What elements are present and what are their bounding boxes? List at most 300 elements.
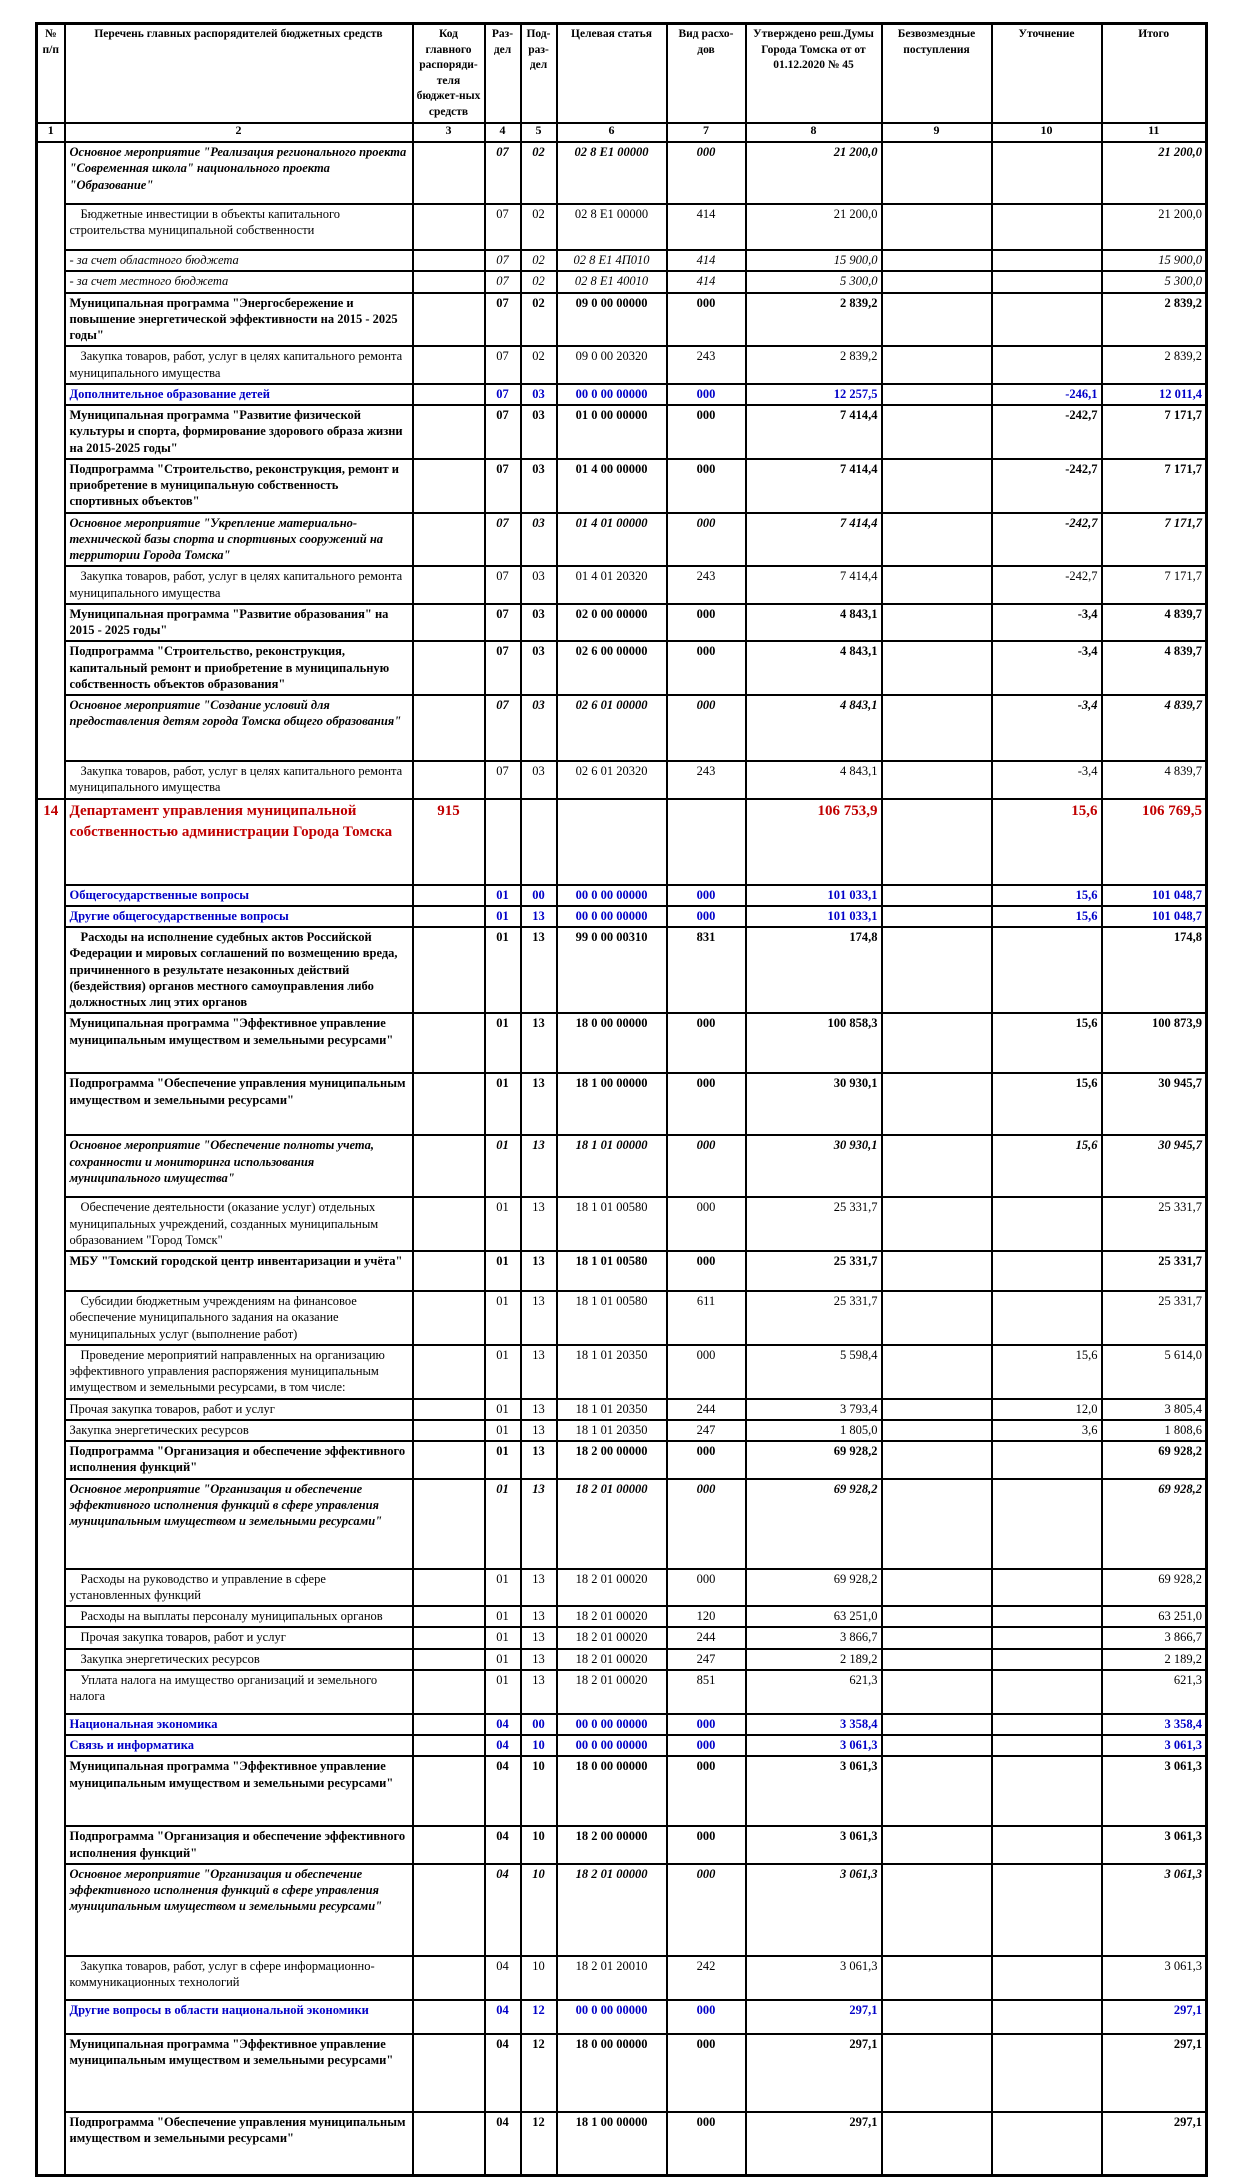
table-row [37,384,1207,405]
cell-approved-amount: 3 793,4 [746,1399,882,1420]
column-number-7: 7 [667,123,746,142]
cell-razdel: 04 [485,1735,521,1756]
cell-gratuitous-receipts [882,1714,992,1735]
cell-item-name: Муниципальная программа "Эффективное управление муниципальным имуществом и земельными ресурсами" [65,1756,413,1826]
cell-grbs-code [413,1826,485,1864]
cell-total-amount: 7 171,7 [1102,566,1207,604]
cell-podrazdel: 02 [521,346,557,384]
table-row [37,2000,1207,2034]
cell-approved-amount: 63 251,0 [746,1606,882,1627]
cell-target-article: 02 8 Е1 00000 [557,204,667,250]
cell-item-name: Бюджетные инвестиции в объекты капитального строительства муниципальной собственности [65,204,413,250]
cell-total-amount: 21 200,0 [1102,204,1207,250]
cell-gratuitous-receipts [882,1606,992,1627]
cell-expense-type: 000 [667,1756,746,1826]
cell-expense-type: 000 [667,1864,746,1956]
cell-razdel: 01 [485,1569,521,1607]
cell-total-amount: 7 171,7 [1102,405,1207,459]
header-row-labels [37,24,1207,124]
table-row [37,604,1207,642]
cell-item-name: Связь и информатика [65,1735,413,1756]
cell-approved-amount: 4 843,1 [746,641,882,695]
cell-clarification-amount: 15,6 [992,906,1102,927]
cell-total-amount: 69 928,2 [1102,1479,1207,1569]
cell-total-amount: 69 928,2 [1102,1569,1207,1607]
cell-approved-amount: 21 200,0 [746,142,882,204]
cell-gratuitous-receipts [882,2000,992,2034]
cell-podrazdel: 03 [521,641,557,695]
table-row [37,799,1207,885]
cell-gratuitous-receipts [882,1735,992,1756]
cell-razdel: 01 [485,1135,521,1197]
table-row [37,1569,1207,1607]
cell-total-amount: 25 331,7 [1102,1291,1207,1345]
column-header-6: Целевая статья [557,24,667,124]
cell-target-article: 18 2 01 00000 [557,1479,667,1569]
cell-expense-type: 000 [667,1826,746,1864]
cell-item-name: Подпрограмма "Организация и обеспечение эффективного исполнения функций" [65,1441,413,1479]
cell-expense-type: 247 [667,1420,746,1441]
cell-podrazdel [521,799,557,885]
cell-razdel: 01 [485,1479,521,1569]
cell-grbs-code [413,1197,485,1251]
cell-podrazdel: 03 [521,695,557,761]
table-row [37,2112,1207,2176]
cell-approved-amount: 25 331,7 [746,1291,882,1345]
table-row [37,513,1207,567]
cell-approved-amount: 30 930,1 [746,1073,882,1135]
table-row [37,927,1207,1013]
cell-clarification-amount [992,2000,1102,2034]
column-header-10: Уточнение [992,24,1102,124]
cell-item-name: Обеспечение деятельности (оказание услуг) отдельных муниципальных учреждений, созданных муниципальным образованием "Город Томск" [65,1197,413,1251]
cell-target-article [557,799,667,885]
cell-expense-type: 243 [667,346,746,384]
cell-podrazdel: 13 [521,1197,557,1251]
cell-grbs-code [413,2112,485,2176]
cell-approved-amount: 12 257,5 [746,384,882,405]
cell-item-name: Закупка товаров, работ, услуг в сфере информационно-коммуникационных технологий [65,1956,413,2000]
cell-target-article: 18 1 00 00000 [557,1073,667,1135]
cell-razdel: 01 [485,1420,521,1441]
table-row [37,1956,1207,2000]
cell-gratuitous-receipts [882,459,992,513]
cell-podrazdel: 02 [521,142,557,204]
cell-clarification-amount [992,1756,1102,1826]
cell-target-article: 00 0 00 00000 [557,384,667,405]
cell-total-amount: 5 614,0 [1102,1345,1207,1399]
cell-podrazdel: 03 [521,384,557,405]
cell-razdel: 01 [485,885,521,906]
cell-total-amount: 3 866,7 [1102,1627,1207,1648]
column-number-1: 1 [37,123,65,142]
cell-gratuitous-receipts [882,695,992,761]
cell-approved-amount: 101 033,1 [746,885,882,906]
cell-approved-amount: 297,1 [746,2112,882,2176]
cell-clarification-amount: -242,7 [992,513,1102,567]
cell-expense-type: 242 [667,1956,746,2000]
cell-clarification-amount: -3,4 [992,761,1102,799]
cell-razdel: 04 [485,2000,521,2034]
cell-podrazdel: 02 [521,204,557,250]
cell-gratuitous-receipts [882,384,992,405]
cell-item-name: МБУ "Томский городской центр инвентаризации и учёта" [65,1251,413,1291]
column-header-4: Раз-дел [485,24,521,124]
cell-grbs-code [413,204,485,250]
cell-razdel: 07 [485,204,521,250]
cell-gratuitous-receipts [882,927,992,1013]
cell-total-amount: 7 171,7 [1102,459,1207,513]
cell-approved-amount: 7 414,4 [746,459,882,513]
cell-expense-type: 000 [667,1135,746,1197]
cell-approved-amount: 3 061,3 [746,1864,882,1956]
cell-approved-amount: 3 358,4 [746,1714,882,1735]
cell-clarification-amount [992,2112,1102,2176]
cell-total-amount: 7 171,7 [1102,513,1207,567]
cell-grbs-code [413,1649,485,1670]
cell-podrazdel: 10 [521,1864,557,1956]
cell-expense-type: 120 [667,1606,746,1627]
cell-target-article: 02 6 01 20320 [557,761,667,799]
cell-expense-type: 000 [667,1441,746,1479]
cell-item-name: Подпрограмма "Строительство, реконструкция, ремонт и приобретение в муниципальную собственность спортивных объектов" [65,459,413,513]
cell-target-article: 02 8 Е1 40010 [557,271,667,292]
cell-grbs-code [413,906,485,927]
cell-clarification-amount [992,927,1102,1013]
cell-podrazdel: 13 [521,1569,557,1607]
cell-podrazdel: 02 [521,293,557,347]
cell-item-name: Проведение мероприятий направленных на организацию эффективного управления распоряжения муниципальным имуществом и земельными ресурсами, в том числе: [65,1345,413,1399]
column-number-10: 10 [992,123,1102,142]
table-row [37,566,1207,604]
cell-podrazdel: 13 [521,1649,557,1670]
cell-gratuitous-receipts [882,513,992,567]
cell-approved-amount: 4 843,1 [746,761,882,799]
cell-approved-amount: 15 900,0 [746,250,882,271]
cell-total-amount: 2 189,2 [1102,1649,1207,1670]
cell-expense-type: 851 [667,1670,746,1714]
cell-item-name: Расходы на выплаты персоналу муниципальных органов [65,1606,413,1627]
column-number-5: 5 [521,123,557,142]
cell-item-name: Закупка энергетических ресурсов [65,1420,413,1441]
table-row [37,641,1207,695]
cell-clarification-amount [992,2034,1102,2112]
cell-gratuitous-receipts [882,1569,992,1607]
cell-gratuitous-receipts [882,1420,992,1441]
cell-clarification-amount [992,1291,1102,1345]
table-row [37,1291,1207,1345]
cell-razdel: 01 [485,1251,521,1291]
cell-target-article: 18 2 01 00020 [557,1627,667,1648]
cell-podrazdel: 13 [521,1345,557,1399]
cell-total-amount: 4 839,7 [1102,641,1207,695]
cell-expense-type: 000 [667,293,746,347]
column-header-8: Утверждено реш.Думы Города Томска от от 01.12.2020 № 45 [746,24,882,124]
cell-expense-type: 000 [667,885,746,906]
cell-podrazdel: 03 [521,604,557,642]
cell-podrazdel: 13 [521,1073,557,1135]
cell-expense-type: 000 [667,405,746,459]
table-row [37,1606,1207,1627]
column-number-6: 6 [557,123,667,142]
cell-gratuitous-receipts [882,204,992,250]
cell-target-article: 01 4 00 00000 [557,459,667,513]
cell-grbs-code [413,1073,485,1135]
cell-approved-amount: 106 753,9 [746,799,882,885]
cell-clarification-amount: -242,7 [992,405,1102,459]
cell-razdel: 01 [485,1291,521,1345]
table-row [37,1670,1207,1714]
cell-grbs-code [413,1864,485,1956]
cell-grbs-code [413,346,485,384]
cell-clarification-amount [992,1197,1102,1251]
table-row [37,1735,1207,1756]
cell-approved-amount: 297,1 [746,2000,882,2034]
cell-podrazdel: 13 [521,1441,557,1479]
cell-item-name: Закупка товаров, работ, услуг в целях капитального ремонта муниципального имущества [65,346,413,384]
cell-podrazdel: 03 [521,566,557,604]
cell-clarification-amount [992,1670,1102,1714]
cell-gratuitous-receipts [882,604,992,642]
cell-grbs-code [413,2000,485,2034]
cell-gratuitous-receipts [882,1864,992,1956]
cell-total-amount: 297,1 [1102,2000,1207,2034]
table-row [37,346,1207,384]
cell-razdel: 07 [485,604,521,642]
cell-razdel: 01 [485,906,521,927]
column-header-2: Перечень главных распорядителей бюджетных средств [65,24,413,124]
cell-grbs-code [413,293,485,347]
cell-target-article: 18 0 00 00000 [557,2034,667,2112]
cell-razdel: 07 [485,641,521,695]
cell-target-article: 18 2 01 20010 [557,1956,667,2000]
cell-expense-type: 000 [667,1714,746,1735]
cell-approved-amount: 30 930,1 [746,1135,882,1197]
cell-clarification-amount: 15,6 [992,799,1102,885]
cell-podrazdel: 02 [521,271,557,292]
cell-gratuitous-receipts [882,346,992,384]
table-row [37,293,1207,347]
cell-item-name: Расходы на исполнение судебных актов Российской Федерации и мировых соглашений по возмещению вреда, причиненного в результате незаконных действий (бездействия) органов местного самоуправления либо должностных лиц этих органов [65,927,413,1013]
cell-razdel: 01 [485,1197,521,1251]
cell-item-name: Прочая закупка товаров, работ и услуг [65,1399,413,1420]
cell-target-article: 02 8 Е1 00000 [557,142,667,204]
cell-clarification-amount: 12,0 [992,1399,1102,1420]
cell-grbs-code [413,1291,485,1345]
cell-total-amount: 297,1 [1102,2034,1207,2112]
cell-razdel: 04 [485,1826,521,1864]
cell-clarification-amount [992,1649,1102,1670]
cell-target-article: 00 0 00 00000 [557,1735,667,1756]
cell-grbs-code [413,1420,485,1441]
cell-approved-amount: 2 839,2 [746,346,882,384]
cell-razdel [485,799,521,885]
cell-expense-type: 000 [667,384,746,405]
column-number-11: 11 [1102,123,1207,142]
cell-gratuitous-receipts [882,1251,992,1291]
cell-clarification-amount [992,1479,1102,1569]
cell-target-article: 18 1 01 20350 [557,1345,667,1399]
cell-podrazdel: 13 [521,906,557,927]
cell-target-article: 00 0 00 00000 [557,885,667,906]
cell-gratuitous-receipts [882,1826,992,1864]
column-header-11: Итого [1102,24,1207,124]
cell-target-article: 18 2 00 00000 [557,1441,667,1479]
cell-razdel: 04 [485,1714,521,1735]
cell-item-name: Подпрограмма "Обеспечение управления муниципальным имуществом и земельными ресурсами" [65,2112,413,2176]
row-number-cell: 14 [37,799,65,2176]
cell-total-amount: 100 873,9 [1102,1013,1207,1073]
cell-grbs-code [413,1735,485,1756]
cell-razdel: 01 [485,1606,521,1627]
cell-clarification-amount [992,204,1102,250]
cell-razdel: 01 [485,1627,521,1648]
cell-clarification-amount: -3,4 [992,695,1102,761]
cell-item-name: Департамент управления муниципальной собственностью администрации Города Томска [65,799,413,885]
cell-expense-type: 244 [667,1627,746,1648]
cell-expense-type: 000 [667,1345,746,1399]
cell-total-amount: 30 945,7 [1102,1073,1207,1135]
cell-target-article: 00 0 00 00000 [557,1714,667,1735]
cell-approved-amount: 101 033,1 [746,906,882,927]
cell-podrazdel: 10 [521,1826,557,1864]
cell-target-article: 18 2 01 00020 [557,1606,667,1627]
cell-total-amount: 297,1 [1102,2112,1207,2176]
cell-podrazdel: 10 [521,1735,557,1756]
row-number-cell [37,142,65,799]
cell-razdel: 07 [485,250,521,271]
cell-total-amount: 2 839,2 [1102,293,1207,347]
cell-total-amount: 30 945,7 [1102,1135,1207,1197]
table-row [37,1197,1207,1251]
cell-target-article: 02 8 Е1 4П010 [557,250,667,271]
cell-razdel: 07 [485,293,521,347]
cell-razdel: 07 [485,142,521,204]
cell-podrazdel: 03 [521,405,557,459]
cell-total-amount: 4 839,7 [1102,695,1207,761]
cell-podrazdel: 03 [521,459,557,513]
cell-grbs-code [413,459,485,513]
cell-item-name: Основное мероприятие "Реализация регионального проекта "Современная школа" национального проекта "Образование" [65,142,413,204]
cell-podrazdel: 13 [521,1291,557,1345]
cell-clarification-amount [992,142,1102,204]
cell-total-amount: 106 769,5 [1102,799,1207,885]
cell-target-article: 18 1 01 00580 [557,1251,667,1291]
cell-expense-type: 000 [667,641,746,695]
cell-approved-amount: 7 414,4 [746,566,882,604]
cell-gratuitous-receipts [882,641,992,695]
cell-expense-type: 000 [667,1197,746,1251]
cell-expense-type [667,799,746,885]
cell-clarification-amount: 15,6 [992,1345,1102,1399]
cell-razdel: 04 [485,1756,521,1826]
cell-gratuitous-receipts [882,1073,992,1135]
cell-clarification-amount [992,1569,1102,1607]
cell-clarification-amount: -242,7 [992,459,1102,513]
cell-clarification-amount: 15,6 [992,1135,1102,1197]
cell-expense-type: 611 [667,1291,746,1345]
cell-target-article: 18 2 01 00020 [557,1569,667,1607]
cell-gratuitous-receipts [882,1479,992,1569]
cell-target-article: 18 1 01 20350 [557,1420,667,1441]
table-row [37,1826,1207,1864]
cell-grbs-code [413,695,485,761]
cell-razdel: 01 [485,1670,521,1714]
cell-grbs-code [413,885,485,906]
cell-total-amount: 2 839,2 [1102,346,1207,384]
cell-grbs-code [413,1714,485,1735]
cell-gratuitous-receipts [882,1345,992,1399]
cell-gratuitous-receipts [882,761,992,799]
cell-total-amount: 3 061,3 [1102,1756,1207,1826]
cell-podrazdel: 10 [521,1756,557,1826]
cell-total-amount: 25 331,7 [1102,1197,1207,1251]
cell-target-article: 18 1 01 00580 [557,1197,667,1251]
cell-grbs-code [413,1345,485,1399]
cell-gratuitous-receipts [882,1649,992,1670]
cell-approved-amount: 3 061,3 [746,1956,882,2000]
cell-target-article: 18 1 01 20350 [557,1399,667,1420]
cell-total-amount: 101 048,7 [1102,885,1207,906]
cell-grbs-code [413,1251,485,1291]
cell-target-article: 18 2 00 00000 [557,1826,667,1864]
table-row [37,1649,1207,1670]
cell-razdel: 07 [485,761,521,799]
cell-approved-amount: 621,3 [746,1670,882,1714]
table-row [37,1756,1207,1826]
table-row [37,142,1207,204]
cell-target-article: 01 0 00 00000 [557,405,667,459]
cell-total-amount: 3 061,3 [1102,1956,1207,2000]
cell-gratuitous-receipts [882,906,992,927]
cell-grbs-code [413,142,485,204]
cell-gratuitous-receipts [882,1013,992,1073]
cell-total-amount: 1 808,6 [1102,1420,1207,1441]
table-row [37,1345,1207,1399]
cell-podrazdel: 10 [521,1956,557,2000]
cell-approved-amount: 3 061,3 [746,1756,882,1826]
cell-gratuitous-receipts [882,1956,992,2000]
cell-total-amount: 3 805,4 [1102,1399,1207,1420]
cell-podrazdel: 13 [521,1135,557,1197]
cell-approved-amount: 1 805,0 [746,1420,882,1441]
cell-approved-amount: 2 839,2 [746,293,882,347]
cell-razdel: 01 [485,1013,521,1073]
cell-expense-type: 000 [667,513,746,567]
cell-razdel: 07 [485,695,521,761]
table-row [37,1420,1207,1441]
cell-grbs-code [413,927,485,1013]
cell-razdel: 01 [485,1649,521,1670]
cell-grbs-code [413,384,485,405]
cell-razdel: 07 [485,566,521,604]
cell-grbs-code [413,1399,485,1420]
cell-item-name: Основное мероприятие "Организация и обеспечение эффективного исполнения функций в сфере управления муниципальным имуществом и земельными ресурсами" [65,1864,413,1956]
table-body [37,142,1207,2176]
cell-podrazdel: 13 [521,1627,557,1648]
cell-item-name: Муниципальная программа "Энергосбережение и повышение энергетической эффективности на 2015 - 2025 годы" [65,293,413,347]
cell-approved-amount: 5 300,0 [746,271,882,292]
table-row [37,1627,1207,1648]
header-row-numbers [37,123,1207,142]
cell-approved-amount: 4 843,1 [746,604,882,642]
cell-target-article: 18 1 01 00580 [557,1291,667,1345]
cell-total-amount: 15 900,0 [1102,250,1207,271]
cell-total-amount: 101 048,7 [1102,906,1207,927]
column-header-7: Вид расхо-дов [667,24,746,124]
cell-item-name: Муниципальная программа "Эффективное управление муниципальным имуществом и земельными ресурсами" [65,1013,413,1073]
cell-target-article: 99 0 00 00310 [557,927,667,1013]
